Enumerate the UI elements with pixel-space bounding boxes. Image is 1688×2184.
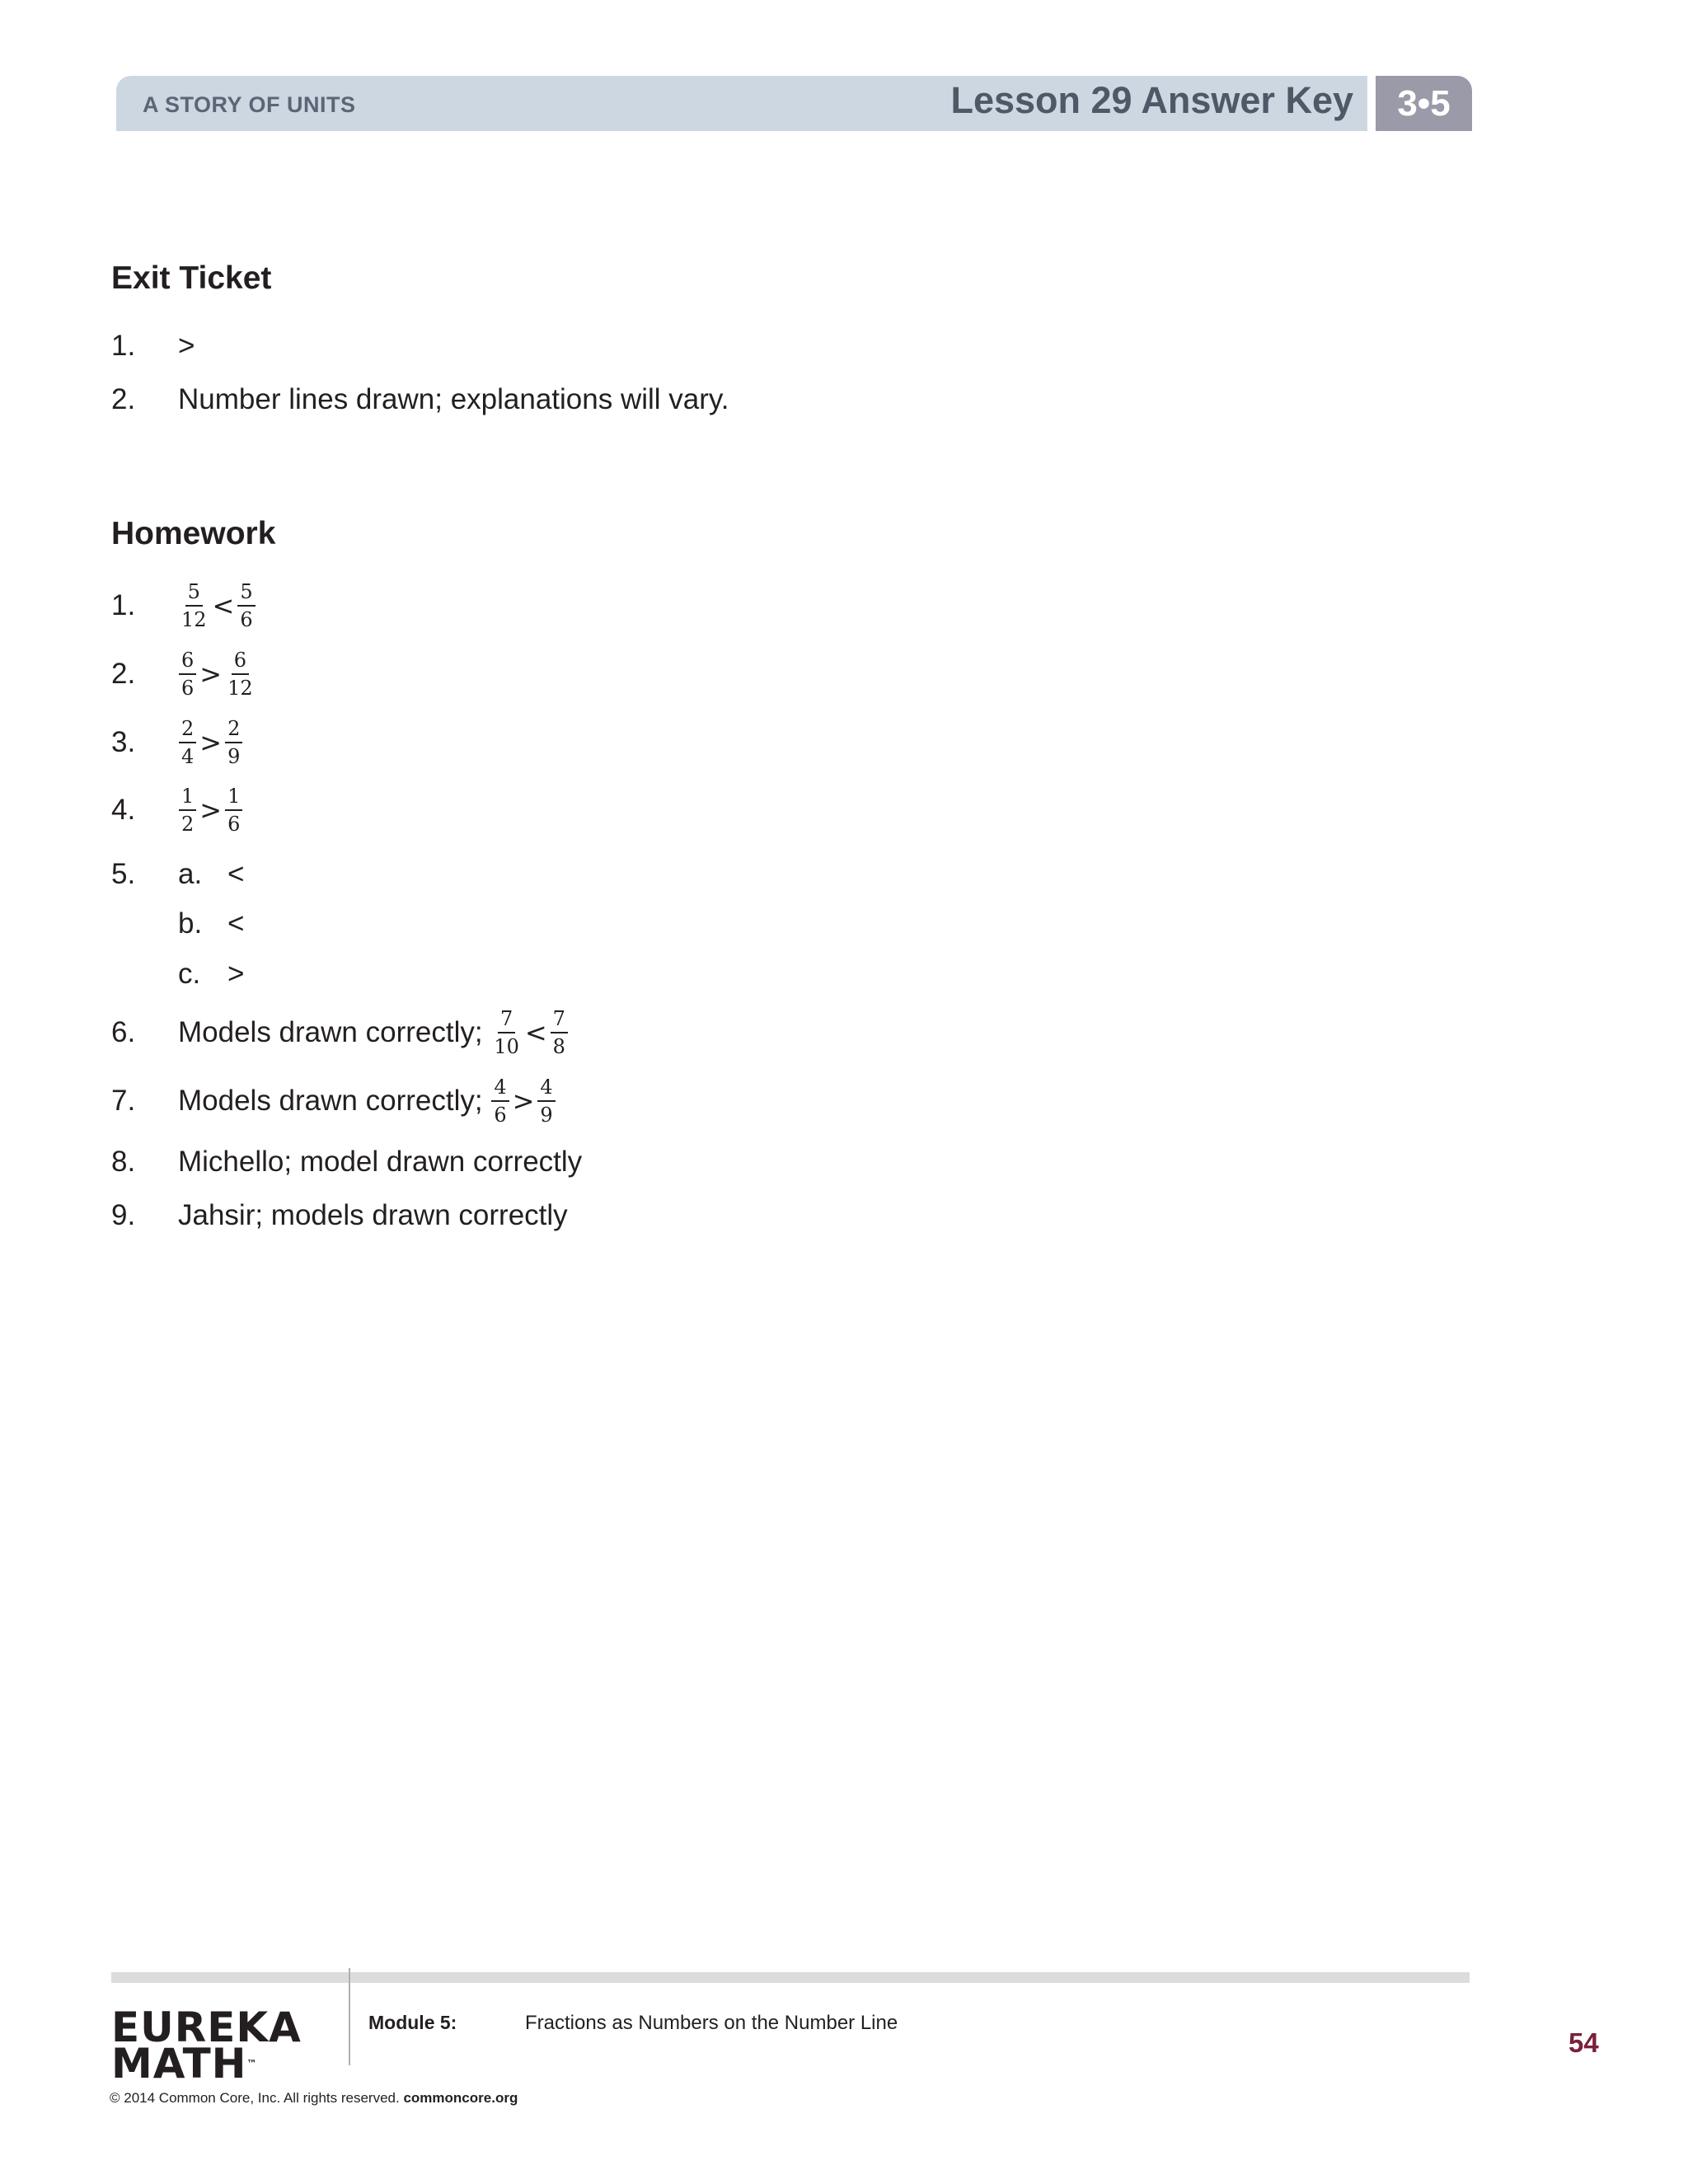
fraction: $\frac{7}{10}$ [494, 1007, 519, 1058]
homework-item-9 [111, 1199, 568, 1232]
grade-module-badge: 3•5 [1376, 76, 1472, 131]
copyright-link[interactable]: commoncore.org [403, 2090, 518, 2106]
homework-item-1 [111, 580, 256, 631]
homework-heading: Homework [111, 516, 276, 551]
fraction: $\frac{6}{12}$ [227, 649, 253, 700]
fraction: $\frac{6}{6}$ [179, 650, 196, 698]
sub-item-answer: < [227, 858, 245, 890]
module-title: Fractions as Numbers on the Number Line [525, 2012, 898, 2034]
item-answer: Michello; model drawn correctly [178, 1146, 583, 1178]
item-number: 8. [111, 1146, 136, 1178]
series-title: A STORY OF UNITS [143, 92, 356, 117]
item-number: 5. [111, 858, 136, 890]
answer-text: Models drawn correctly; [178, 1016, 483, 1048]
sub-item-answer: > [227, 958, 245, 990]
comparison-symbol: > [199, 794, 223, 826]
item-number: 1. [111, 330, 136, 362]
fraction: $\frac{2}{4}$ [179, 719, 196, 766]
copyright: © 2014 Common Core, Inc. All rights reserved. commoncore.org [110, 2090, 518, 2106]
item-number: 6. [111, 1016, 136, 1048]
comparison-symbol: > [199, 658, 223, 690]
item-number: 9. [111, 1199, 136, 1231]
item-number: 2. [111, 658, 136, 690]
answer-text: Models drawn correctly; [178, 1085, 483, 1117]
fraction: $\frac{4}{9}$ [537, 1077, 555, 1125]
exit-ticket-item-2 [111, 383, 729, 416]
homework-item-5b [178, 907, 244, 940]
item-answer: Jahsir; models drawn correctly [178, 1199, 568, 1231]
fraction: $\frac{7}{8}$ [551, 1009, 568, 1057]
homework-item-5c [178, 958, 244, 991]
fraction-comparison [178, 650, 256, 698]
homework-item-2 [111, 649, 256, 700]
item-answer: Number lines drawn; explanations will vary. [178, 383, 729, 415]
exit-ticket-item-1 [111, 330, 195, 363]
item-answer [178, 1009, 569, 1057]
homework-item-5 [111, 858, 244, 891]
sub-item-letter: b. [178, 907, 203, 940]
item-answer [178, 1077, 556, 1125]
fraction-comparison [178, 719, 243, 766]
item-number: 1. [111, 589, 136, 621]
fraction: $\frac{5}{6}$ [237, 582, 255, 630]
footer-divider [349, 1968, 350, 2065]
homework-item-3 [111, 717, 243, 768]
page-number: 54 [1568, 2027, 1599, 2058]
lesson-title: Lesson 29 Answer Key [950, 79, 1353, 121]
homework-item-8 [111, 1146, 582, 1179]
module-label: Module 5: [368, 2012, 457, 2033]
fraction: $\frac{2}{9}$ [225, 719, 242, 766]
item-number: 2. [111, 383, 136, 415]
item-number: 4. [111, 794, 136, 826]
comparison-symbol: > [512, 1085, 535, 1117]
fraction: $\frac{4}{6}$ [491, 1077, 509, 1125]
fraction: $\frac{1}{6}$ [225, 786, 242, 834]
eureka-math-logo: EUREKA MATH™ [111, 2004, 302, 2088]
footer-rule [111, 1972, 1470, 1983]
fraction-comparison [178, 582, 256, 630]
sub-item-letter: c. [178, 958, 201, 990]
comparison-symbol: > [199, 727, 223, 758]
homework-item-6 [111, 1007, 569, 1058]
comparison-symbol: < [524, 1017, 547, 1048]
item-number: 3. [111, 726, 136, 758]
fraction: $\frac{5}{12}$ [181, 580, 207, 631]
fraction: $\frac{1}{2}$ [179, 786, 196, 834]
fraction-comparison [178, 786, 243, 834]
sub-item-letter: a. [178, 858, 203, 890]
item-answer: > [178, 330, 195, 362]
exit-ticket-heading: Exit Ticket [111, 260, 272, 296]
sub-item-answer: < [227, 907, 245, 940]
item-number: 7. [111, 1085, 136, 1117]
comparison-symbol: < [212, 590, 235, 621]
homework-item-4 [111, 785, 243, 836]
homework-item-7 [111, 1076, 556, 1127]
